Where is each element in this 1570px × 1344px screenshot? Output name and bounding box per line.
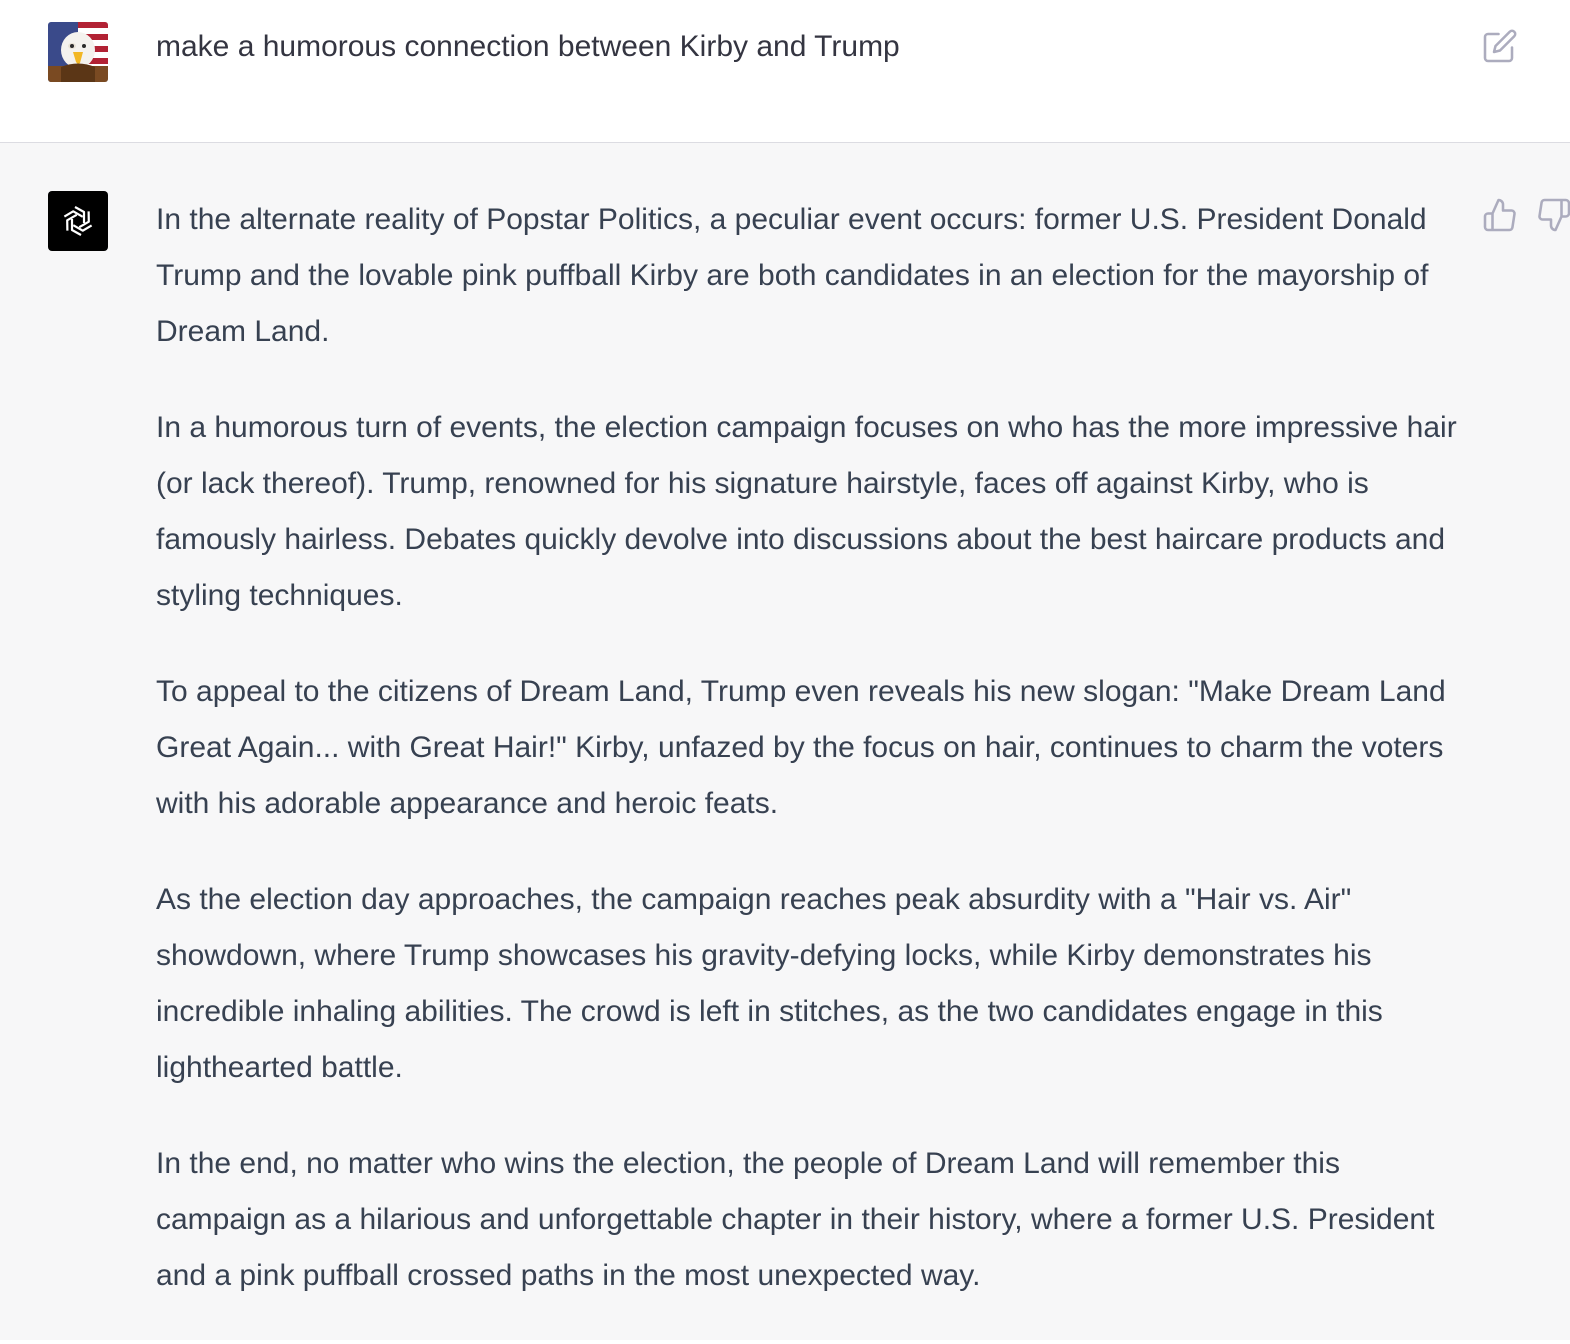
assistant-avatar: [48, 191, 108, 251]
openai-logo-icon: [58, 201, 98, 241]
user-avatar: [48, 22, 108, 82]
thumbs-up-icon: [1482, 197, 1518, 233]
response-paragraph: As the election day approaches, the campaign reaches peak absurdity with a "Hair vs. Air" showdown, where Trump showcases his gravity-defying locks, while Kirby demonstrates his incredible inhaling abilities. The crowd is left in stitches, as the two candidates engage in this lighthearted battle.: [156, 883, 1383, 1084]
assistant-response: [156, 192, 1466, 1344]
user-prompt-text: make a humorous connection between Kirby and Trump: [156, 30, 900, 63]
eagle-flag-avatar-icon: [48, 22, 108, 82]
thumbs-down-icon: [1536, 197, 1570, 233]
assistant-message-row: [0, 143, 1570, 1340]
response-paragraph: In the end, no matter who wins the election, the people of Dream Land will remember this campaign as a hilarious and unforgettable chapter in their history, where a former U.S. President and a pink puffball crossed paths in the most unexpected way.: [156, 1147, 1435, 1292]
thumbs-up-button[interactable]: [1482, 197, 1518, 233]
response-paragraph: To appeal to the citizens of Dream Land, Trump even reveals his new slogan: "Make Dream Land Great Again... with Great Hair!" Kirby, unfazed by the focus on hair, continues to charm the voters with his adorable appearance and heroic feats.: [156, 675, 1446, 820]
response-paragraph: In the alternate reality of Popstar Politics, a peculiar event occurs: former U.S. President Donald Trump and the lovable pink puffball Kirby are both candidates in an election for the mayorship of Dream Land.: [156, 203, 1429, 348]
user-message-row: [0, 0, 1570, 143]
thumbs-down-button[interactable]: [1536, 197, 1570, 233]
edit-message-button[interactable]: [1482, 28, 1518, 64]
response-paragraph: In a humorous turn of events, the election campaign focuses on who has the more impressive hair (or lack thereof). Trump, renowned for his signature hairstyle, faces off against Kirby, who is famously hairless. Debates quickly devolve into discussions about the best haircare products and styling techniques.: [156, 411, 1457, 612]
edit-icon: [1482, 28, 1518, 64]
